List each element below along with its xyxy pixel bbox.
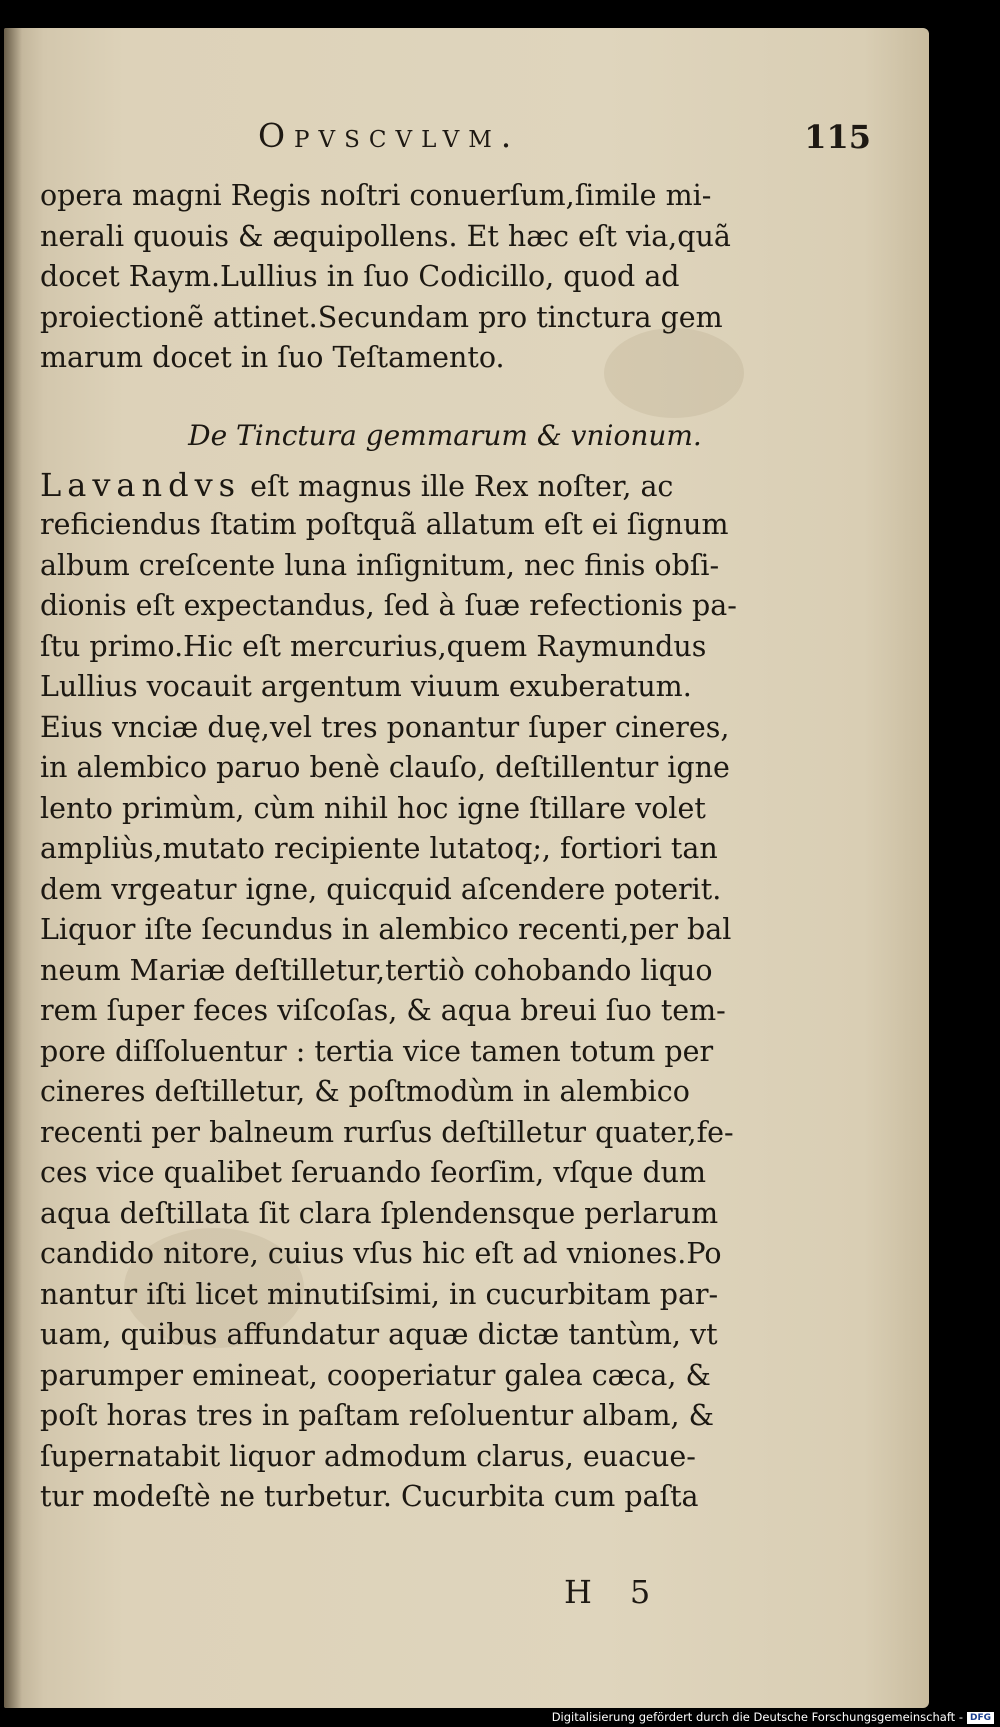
text-line: album creſcente luna inſignitum, nec finis obſi-	[40, 548, 720, 582]
text-line: pore diſſoluentur : tertia vice tamen totum per	[40, 1034, 714, 1068]
dfg-logo: DFG	[967, 1712, 994, 1724]
text-line: lento primùm, cùm nihil hoc igne ſtillare volet	[40, 791, 706, 825]
text-line: dem vrgeatur igne, quicquid aſcendere poterit.	[40, 872, 722, 906]
running-head: Opvscvlvm.	[258, 116, 521, 155]
signature-mark	[564, 1573, 764, 1611]
text-line: ſupernatabit liquor admodum clarus, euacue-	[40, 1439, 696, 1473]
text-line: aqua deſtillata ſit clara ſplendensque perlarum	[40, 1196, 719, 1230]
first-paragraph-line	[40, 465, 810, 506]
section-gap	[40, 379, 810, 407]
text-line: ces vice qualibet ſeruando ſeorſim, vſque dum	[40, 1156, 707, 1189]
section-heading: De Tinctura gemmarum & vnionum.	[188, 418, 702, 452]
signature-number: 5	[629, 1573, 651, 1611]
first-line-rest: eſt magnus ille Rex noſter, ac	[250, 469, 674, 503]
text-line: Lullius vocauit argentum viuum exuberatum.	[40, 670, 692, 703]
text-line: in alembico paruo benè clauſo, deſtillentur igne	[40, 751, 730, 784]
text-line: opera magni Regis noſtri conuerſum,ſimile mi-	[40, 179, 712, 212]
text-line: ſtu primo.Hic eſt mercurius,quem Raymundus	[40, 629, 707, 663]
text-line: neum Mariæ deſtilletur,tertiò cohobando liquo	[40, 953, 713, 987]
text-line: cineres deſtilletur, & poſtmodùm in alembico	[40, 1075, 690, 1108]
text-line: proiectionẽ attinet.Secundam pro tinctura gem	[40, 300, 723, 334]
text-line: Eius vnciæ duę,vel tres ponantur ſuper cineres,	[40, 710, 730, 744]
text-line: rem ſuper feces viſcoſas, & aqua breui ſuo tem-	[40, 994, 726, 1027]
text-line: poſt horas tres in paſtam reſoluentur albam, &	[40, 1399, 714, 1432]
credit-text: Digitalisierung gefördert durch die Deutsche Forschungsgemeinschaft -	[551, 1710, 963, 1724]
page-body	[40, 176, 810, 1518]
folio-number: 115	[804, 118, 871, 156]
text-line: ampliùs,mutato recipiente lutatoq;, fortiori tan	[40, 832, 718, 865]
text-line: marum docet in ſuo Teſtamento.	[40, 341, 505, 374]
text-line: nerali quouis & æquipollens. Et hæc eſt via,quã	[40, 219, 731, 253]
page-header	[40, 116, 871, 166]
book-page	[4, 28, 929, 1708]
digitization-credit-bar	[0, 1708, 1000, 1727]
text-line: nantur iſti licet minutiſsimi, in cucurbitam par-	[40, 1277, 719, 1311]
text-line: uam, quibus affundatur aquæ dictæ tantùm, vt	[40, 1318, 718, 1351]
text-line: parumper emineat, cooperiatur galea cæca, &	[40, 1358, 711, 1392]
signature-letter: H	[564, 1573, 592, 1611]
text-line: recenti per balneum rurſus deſtilletur quater,fe-	[40, 1115, 734, 1149]
text-line: tur modeſtè ne turbetur. Cucurbita cum paſta	[40, 1480, 699, 1513]
drop-word: Lavandvs	[40, 465, 242, 504]
text-line: dionis eſt expectandus, ſed à ſuæ refectionis pa-	[40, 589, 737, 622]
text-line: Liquor iſte ſecundus in alembico recenti,per bal	[40, 913, 732, 946]
text-line: reficiendus ſtatim poſtquã allatum eſt ei ſignum	[40, 508, 729, 541]
text-line: docet Raym.Lullius in ſuo Codicillo, quod ad	[40, 260, 680, 293]
text-line: candido nitore, cuius vſus hic eſt ad vniones.Po	[40, 1237, 722, 1270]
